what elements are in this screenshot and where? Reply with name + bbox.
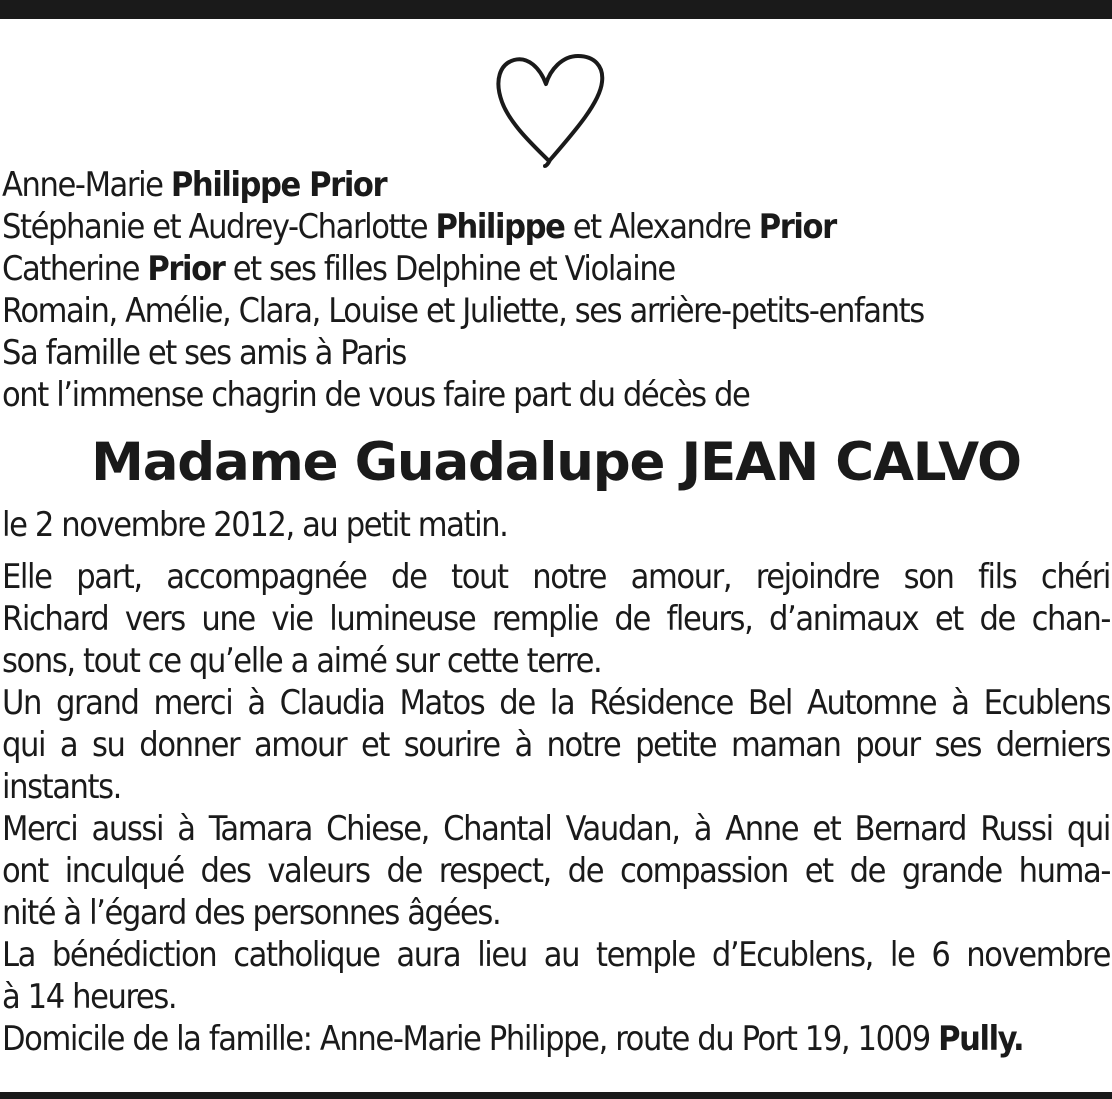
- family-surname: Prior: [147, 249, 225, 289]
- family-text: et ses filles Delphine et Violaine: [224, 249, 675, 289]
- top-rule: [0, 0, 1112, 19]
- family-text: et Alexandre: [564, 207, 759, 247]
- paragraph-line: Richard vers une vie lumineuse remplie de fleurs, d’animaux et de chan-: [2, 599, 1110, 639]
- paragraph: [2, 556, 1110, 682]
- family-text: Anne-Marie: [2, 165, 171, 205]
- paragraph-line: instants.: [2, 767, 121, 807]
- family-text: ont l’immense chagrin de vous faire part du décès de: [2, 375, 750, 415]
- paragraph-line: nité à l’égard des personnes âgées.: [2, 893, 501, 933]
- paragraph-line: qui a su donner amour et sourire à notre petite maman pour ses derniers: [2, 725, 1110, 765]
- family-text: Romain, Amélie, Clara, Louise et Juliette, ses arrière-petits-enfants: [2, 291, 924, 331]
- paragraph-line: sons, tout ce qu’elle a aimé sur cette terre.: [2, 641, 602, 681]
- family-surname: Philippe: [435, 207, 565, 247]
- message-body: [2, 556, 1110, 1018]
- family-line: [2, 332, 1110, 374]
- domicile-city: Pully.: [938, 1019, 1024, 1059]
- paragraph-line: Elle part, accompagnée de tout notre amour, rejoindre son fils chéri: [2, 557, 1110, 597]
- family-surname: Prior: [758, 207, 836, 247]
- domicile-line: [2, 1018, 1110, 1060]
- family-text: Catherine: [2, 249, 148, 289]
- family-text: Sa famille et ses amis à Paris: [2, 333, 406, 373]
- paragraph-line: à 14 heures.: [2, 977, 177, 1017]
- domicile-text: Domicile de la famille: Anne-Marie Philippe, route du Port 19, 1009: [2, 1019, 939, 1059]
- family-line: [2, 206, 1110, 248]
- family-line: [2, 290, 1110, 332]
- paragraph-line: La bénédiction catholique aura lieu au temple d’Ecublens, le 6 novembre: [2, 935, 1110, 975]
- paragraph-line: Merci aussi à Tamara Chiese, Chantal Vaudan, à Anne et Bernard Russi qui: [2, 809, 1110, 849]
- heart-icon: [490, 48, 620, 170]
- paragraph: [2, 682, 1110, 808]
- date-line: le 2 novembre 2012, au petit matin.: [2, 505, 508, 545]
- family-surname: Philippe Prior: [170, 165, 387, 205]
- family-list: [2, 164, 1110, 416]
- family-text: Stéphanie et Audrey-Charlotte: [2, 207, 436, 247]
- paragraph-line: ont inculqué des valeurs de respect, de compassion et de grande huma-: [2, 851, 1110, 891]
- family-line: [2, 164, 1110, 206]
- deceased-name: Madame Guadalupe JEAN CALVO: [91, 432, 1021, 493]
- bottom-rule: [0, 1092, 1112, 1099]
- paragraph-line: Un grand merci à Claudia Matos de la Résidence Bel Automne à Ecublens: [2, 683, 1110, 723]
- family-line: [2, 374, 1110, 416]
- paragraph: [2, 934, 1110, 1018]
- obituary-text: [2, 164, 1110, 1060]
- paragraph: [2, 808, 1110, 934]
- family-line: [2, 248, 1110, 290]
